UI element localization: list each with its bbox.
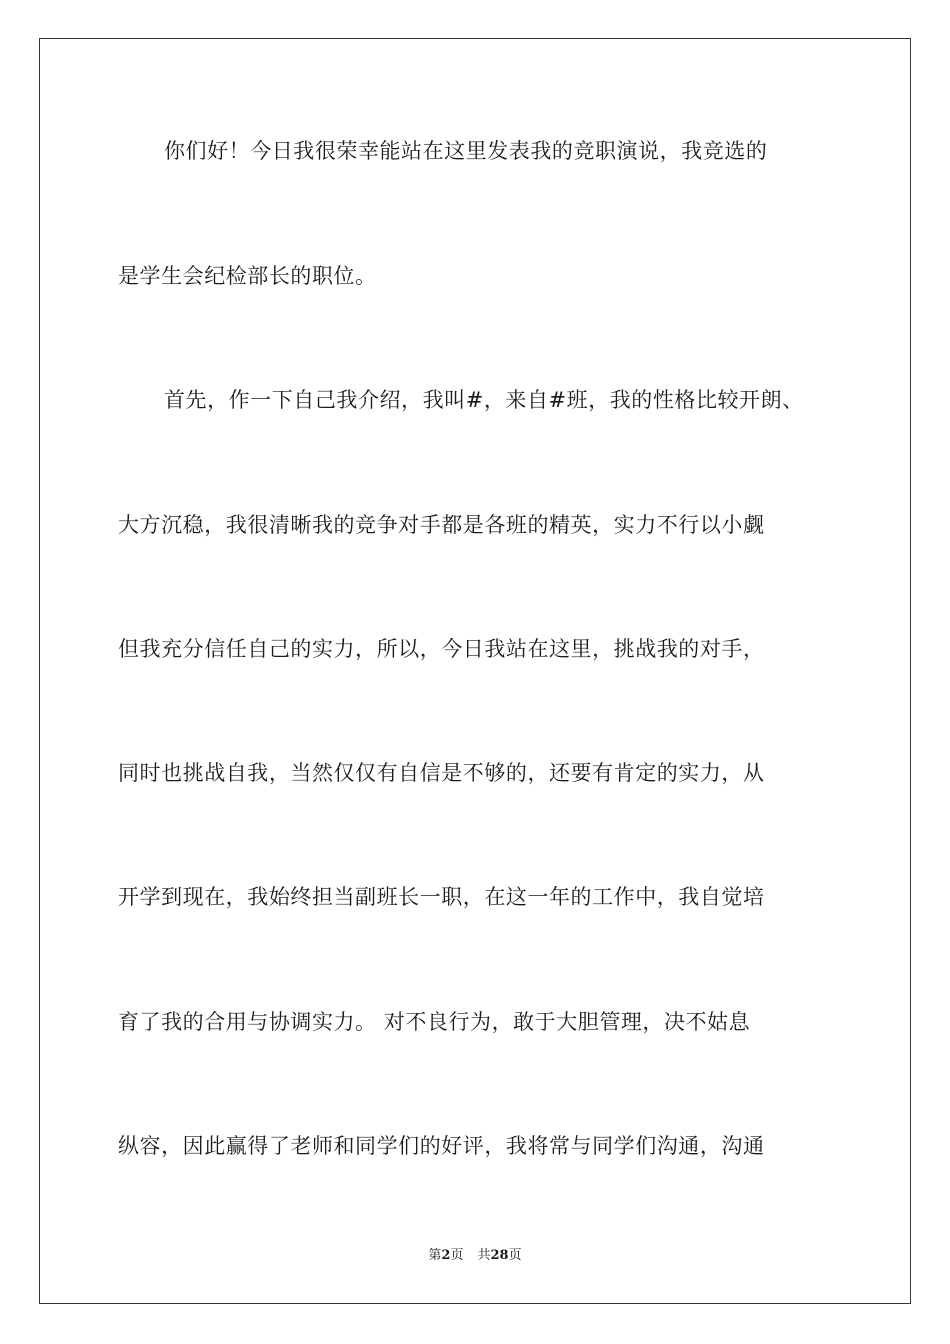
page-unit: 页 <box>450 1248 464 1263</box>
paragraph-line: 育了我的合用与协调实力。 对不良行为，敢于大胆管理，决不姑息 <box>118 1010 751 1034</box>
page-footer <box>0 1247 950 1265</box>
total-pages: 28 <box>490 1248 509 1263</box>
paragraph-line: 同时也挑战自我，当然仅仅有自信是不够的，还要有肯定的实力，从 <box>118 761 765 785</box>
page-prefix: 第 <box>428 1248 442 1263</box>
paragraph-line: 开学到现在，我始终担当副班长一职，在这一年的工作中，我自觉培 <box>118 885 765 909</box>
paragraph-line: 是学生会纪检部长的职位。 <box>118 264 377 288</box>
paragraph-line: 纵容，因此赢得了老师和同学们的好评，我将常与同学们沟通，沟通 <box>118 1134 765 1158</box>
paragraph-line: 但我充分信任自己的实力，所以，今日我站在这里，挑战我的对手， <box>118 637 765 661</box>
total-prefix: 共 <box>477 1248 491 1263</box>
paragraph-line: 你们好！今日我很荣幸能站在这里发表我的竞职演说，我竞选的 <box>164 139 768 163</box>
paragraph-line: 大方沉稳，我很清晰我的竞争对手都是各班的精英，实力不行以小觑 <box>118 513 765 537</box>
paragraph-line: 首先，作一下自己我介绍，我叫#，来自#班，我的性格比较开朗、 <box>164 388 804 412</box>
page-number: 2 <box>441 1248 451 1263</box>
total-unit: 页 <box>508 1248 522 1263</box>
page-border <box>39 38 911 1304</box>
